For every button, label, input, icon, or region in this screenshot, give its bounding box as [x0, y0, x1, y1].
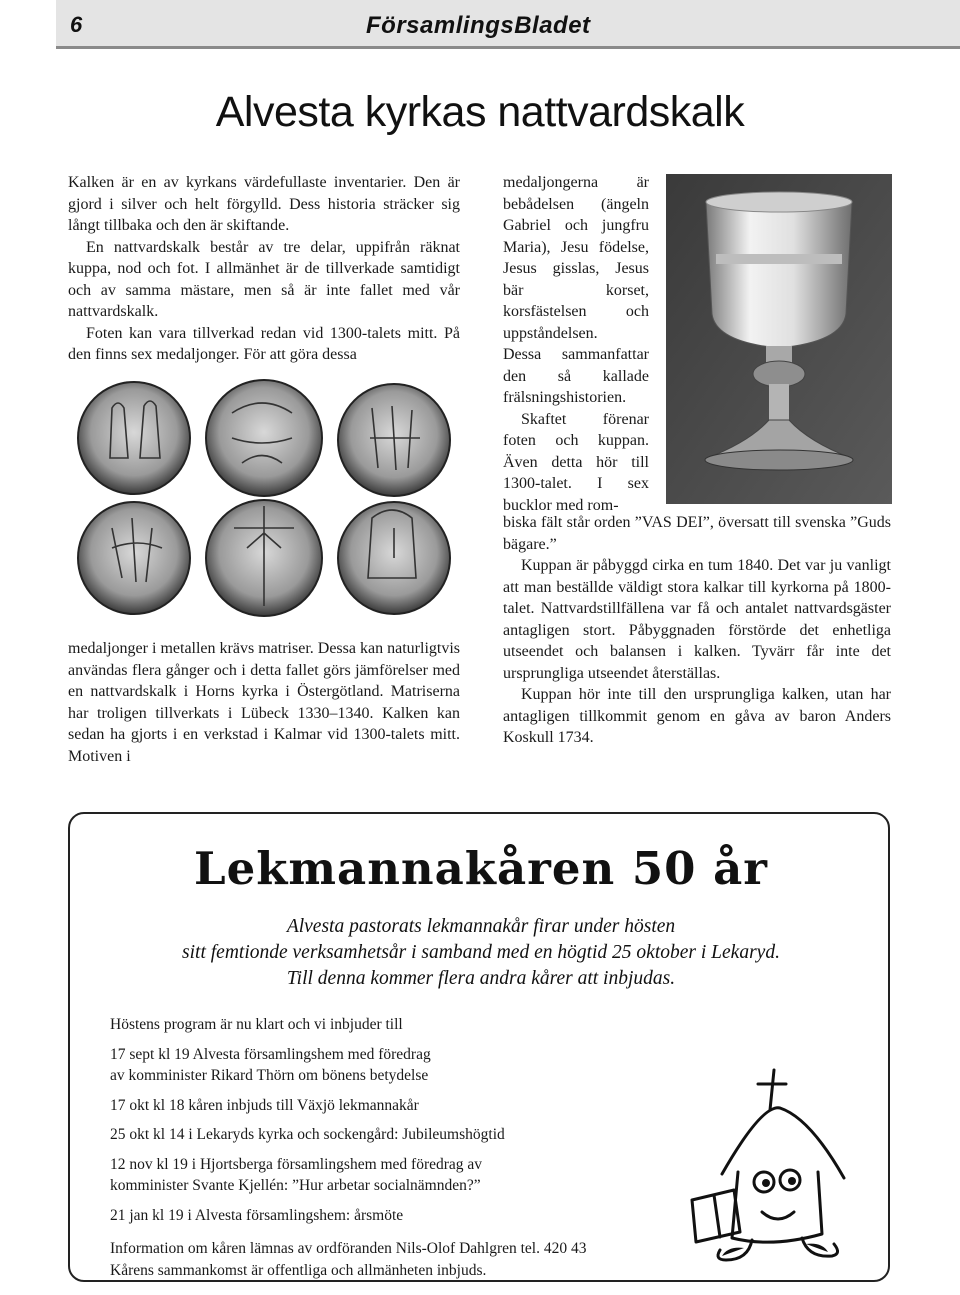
- program-item: [110, 1014, 730, 1036]
- info-line: Information om kåren lämnas av ordföranden Nils-Olof Dahlgren tel. 420 43: [110, 1240, 587, 1257]
- program-item: [110, 1154, 730, 1197]
- info-block: [110, 1238, 730, 1281]
- program-line: 12 nov kl 19 i Hjortsberga församlingshem med föredrag av: [110, 1155, 483, 1173]
- article-title: Alvesta kyrkas nattvardskalk: [215, 88, 745, 136]
- article-left-column-bottom: [68, 638, 460, 767]
- paragraph: En nattvardskalk består av tre delar, uppifrån räknat kuppa, nod och fot. I allmänhet är de tillverkade samtidigt och av samma mästare, men så är inte fallet med vår nattvardskalk.: [68, 238, 460, 320]
- paragraph: Kalken är en av kyrkans värdefullaste inventarier. Den är gjord i silver och helt förgylld. Dess historia sträcker sig långt tillbaka och den är skiftande.: [68, 174, 460, 234]
- program-line: Höstens program är nu klart och vi inbjuder till: [110, 1016, 403, 1033]
- publication-name: FörsamlingsBladet: [366, 12, 591, 39]
- page-number: 6: [70, 12, 83, 37]
- intro-line: Alvesta pastorats lekmannakår firar under hösten: [286, 916, 676, 937]
- lekmannakaren-title: Lekmannakåren 50 år: [193, 842, 769, 895]
- program-line: 17 okt kl 18 kåren inbjuds till Växjö lekmannakår: [110, 1096, 419, 1114]
- info-line: Kårens sammankomst är offentliga och allmänheten inbjuds.: [110, 1261, 487, 1279]
- paragraph: medaljongerna är bebådelsen (ängeln Gabriel och jungfru Maria), Jesu födelse, Jesus gisslas, Jesus bär korset, korsfästelsen och uppståndelsen.: [503, 174, 649, 342]
- medallion-reliefs-icon: [72, 378, 462, 618]
- paragraph: medaljonger i metallen krävs matriser. Dessa kan naturligtvis användas flera gånger och i detta fallet görs jämförelser med en nattvardskalk i Horns kyrka i Östergötland. Matriserna har troligen tillverkats i Lübeck 1330–1340. Kalken kan sedan ha gjorts i en verkstad i Kalmar vid 1300-talets mitt. Motiven i: [68, 640, 460, 765]
- paragraph: Skaftet förenar foten och kuppan. Även detta hör till 1300-talet. I sex bucklor med rom-: [503, 410, 649, 514]
- paragraph: biska fält står orden ”VAS DEI”, översatt till svenska ”Guds bägare.”: [503, 514, 891, 553]
- program-item: [110, 1124, 730, 1146]
- medallions-image: [72, 378, 462, 618]
- intro-line: Till denna kommer flera andra kårer att inbjudas.: [286, 968, 676, 989]
- lekmannakaren-box: [68, 812, 890, 1282]
- article-right-column-full: [503, 512, 891, 749]
- program-item: [110, 1044, 730, 1087]
- article-right-column-narrow: [503, 172, 649, 516]
- cartoon-church-icon: [682, 1062, 862, 1272]
- chalice-photo-icon: [666, 174, 892, 504]
- paragraph: Foten kan vara tillverkad redan vid 1300-talets mitt. På den finns sex medaljonger. För att göra dessa: [68, 324, 460, 363]
- program-item: [110, 1095, 730, 1117]
- paragraph: Kuppan hör inte till den ursprungliga kalken, utan har antagligen tillkommit genom en gåva av baron Anders Koskull 1734.: [503, 686, 891, 746]
- program-line: av komminister Rikard Thörn om bönens betydelse: [110, 1067, 429, 1084]
- program-line: 21 jan kl 19 i Alvesta församlingshem: årsmöte: [110, 1206, 404, 1224]
- program-line: komminister Svante Kjellén: ”Hur arbetar socialnämnden?”: [110, 1177, 481, 1194]
- header-bar: [56, 0, 960, 49]
- lekmannakaren-intro: [70, 914, 892, 992]
- program-list: [110, 1014, 730, 1289]
- program-line: 17 sept kl 19 Alvesta församlingshem med föredrag: [110, 1045, 431, 1063]
- chalice-photo: [666, 174, 892, 504]
- program-item: [110, 1205, 730, 1227]
- church-cartoon: [682, 1062, 862, 1272]
- program-line: 25 okt kl 14 i Lekaryds kyrka och sockengård: Jubileumshögtid: [110, 1126, 505, 1143]
- paragraph: Kuppan är påbyggd cirka en tum 1840. Det var ju vanligt att man beställde väldigt stora kalkar till kyrkorna på 1800-talet. Nattvardstillfällena var få och antalet nattvardsgäster antagligen stort. Påbyggnaden förstörde det enhetliga utseendet och balansen i kalken. Tyvärr får inte det ursprungliga utseendet återställas.: [503, 557, 891, 682]
- article-left-column-top: [68, 172, 460, 366]
- paragraph: Dessa sammanfattar den så kallade frälsningshistorien.: [503, 346, 649, 406]
- intro-line: sitt femtionde verksamhetsår i samband med en högtid 25 oktober i Lekaryd.: [182, 942, 780, 963]
